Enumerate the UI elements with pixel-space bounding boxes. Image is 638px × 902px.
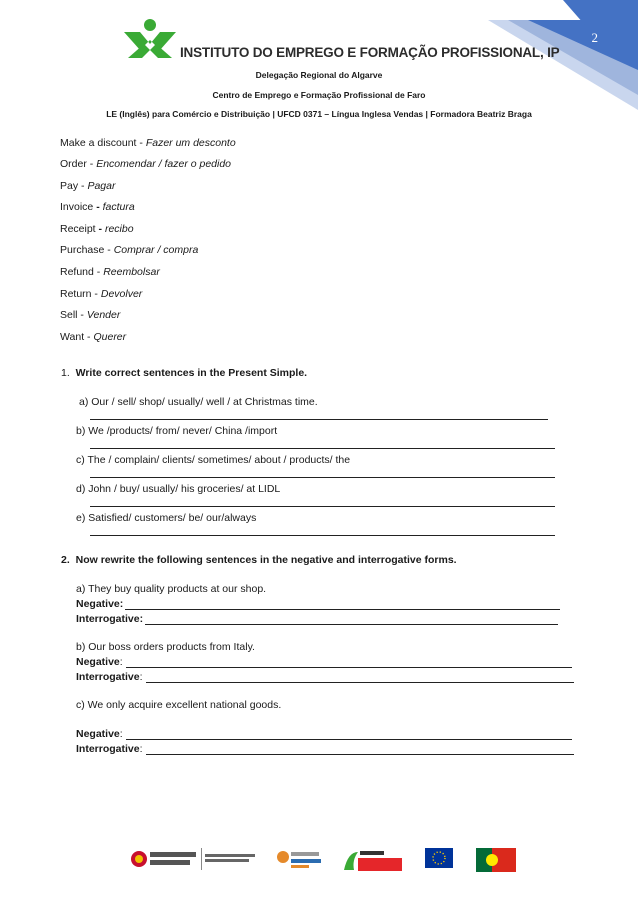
exercise1-number: 1. (61, 367, 70, 379)
exercise2-number: 2. (61, 554, 70, 566)
vocab-item (60, 266, 160, 278)
interrogative-label: Interrogative: (76, 671, 143, 683)
vocab-separator: - (93, 266, 104, 278)
answer-line[interactable] (90, 506, 555, 507)
vocab-item (60, 180, 115, 192)
answer-line[interactable] (90, 448, 555, 449)
delegation-heading: Delegação Regional do Algarve (255, 70, 383, 80)
exercise1-item: b) We /products/ from/ never/ China /import (76, 425, 278, 437)
vocab-separator: - (77, 309, 87, 321)
vocab-separator: - (93, 201, 103, 213)
vocab-portuguese: Reembolsar (103, 266, 160, 278)
negative-label: Negative: (76, 598, 124, 610)
vocab-portuguese: recibo (104, 223, 134, 235)
course-heading: LE (Inglês) para Comércio e Distribuição | UFCD 0371 – Língua Inglesa Vendas | Formadora Beatriz Braga (106, 109, 532, 119)
exercise2-heading (61, 554, 457, 566)
vocab-english: Receipt (60, 223, 96, 235)
footer-logos (0, 840, 638, 880)
exercise2-item: c) We only acquire excellent national goods. (76, 699, 282, 711)
vocab-item (60, 201, 135, 213)
vocab-separator: - (95, 223, 105, 235)
vocab-portuguese: Comprar / compra (113, 244, 199, 256)
exercise1-heading (61, 367, 307, 379)
exercise1-item: e) Satisfied/ customers/ be/ our/always (76, 512, 257, 524)
page-number: 2 (591, 30, 598, 45)
vocab-separator: - (84, 331, 94, 343)
exercise1-item: c) The / complain/ clients/ sometimes/ about / products/ the (76, 454, 351, 466)
vocab-item (60, 309, 120, 321)
vocab-english: Invoice (60, 201, 94, 213)
negative-answer-line[interactable] (125, 609, 560, 610)
institute-title: INSTITUTO DO EMPREGO E FORMAÇÃO PROFISSIONAL, IP (180, 45, 560, 60)
vocab-item (60, 331, 126, 343)
negative-label: Negative: (76, 728, 123, 740)
negative-answer-line[interactable] (126, 667, 572, 668)
negative-label: Negative: (76, 656, 123, 668)
vocab-separator: - (104, 244, 114, 256)
vocab-portuguese: Devolver (100, 288, 143, 300)
vocab-portuguese: Pagar (87, 180, 116, 192)
interrogative-answer-line[interactable] (145, 624, 558, 625)
answer-line[interactable] (90, 419, 548, 420)
vocab-item (60, 244, 198, 256)
vocab-english: Return (60, 288, 92, 300)
cresc-algarve-logo-icon (275, 848, 323, 872)
negative-answer-line[interactable] (126, 739, 572, 740)
vocab-item (60, 223, 134, 235)
vocab-english: Want (60, 331, 85, 343)
vocab-english: Purchase (60, 244, 105, 256)
vocab-english: Refund (60, 266, 94, 278)
answer-line[interactable] (90, 535, 555, 536)
answer-line[interactable] (90, 477, 555, 478)
exercise1-item: d) John / buy/ usually/ his groceries/ at LIDL (76, 483, 281, 495)
exercise1-title: Write correct sentences in the Present Simple. (75, 367, 308, 379)
vocab-separator: - (91, 288, 101, 300)
vocab-portuguese: Fazer um desconto (145, 137, 236, 149)
vocab-item (60, 158, 231, 170)
vocab-item (60, 137, 236, 149)
vocab-portuguese: Querer (93, 331, 127, 343)
vocab-separator: - (86, 158, 97, 170)
portugal-2020-logo-icon (342, 848, 404, 874)
interrogative-answer-line[interactable] (146, 682, 574, 683)
vocab-english: Sell (60, 309, 78, 321)
interrogative-label: Interrogative: (76, 743, 143, 755)
eu-flag-icon (425, 848, 453, 868)
vocab-separator: - (78, 180, 88, 192)
exercise2-item: a) They buy quality products at our shop. (76, 583, 267, 595)
exercise2-item: b) Our boss orders products from Italy. (76, 641, 255, 653)
interrogative-label: Interrogative: (76, 613, 144, 625)
vocab-separator: - (136, 137, 146, 149)
vocab-portuguese: Encomendar / fazer o pedido (96, 158, 232, 170)
vocab-english: Make a discount (60, 137, 137, 149)
vocab-portuguese: Vender (86, 309, 121, 321)
vocab-english: Order (60, 158, 87, 170)
vocab-item (60, 288, 142, 300)
portugal-flag-icon (476, 848, 516, 872)
centre-heading: Centro de Emprego e Formação Profissional de Faro (212, 90, 426, 100)
iefp-logo-icon (122, 18, 178, 64)
interrogative-answer-line[interactable] (146, 754, 574, 755)
vocab-portuguese: factura (102, 201, 135, 213)
vocab-english: Pay (60, 180, 79, 192)
ministerio-logo-icon (205, 848, 257, 870)
exercise2-title: Now rewrite the following sentences in the negative and interrogative forms. (75, 554, 457, 566)
exercise1-item: a) Our / sell/ shop/ usually/ well / at Christmas time. (79, 396, 318, 408)
governo-portugal-logo-icon (130, 848, 198, 870)
footer-divider (201, 848, 202, 870)
